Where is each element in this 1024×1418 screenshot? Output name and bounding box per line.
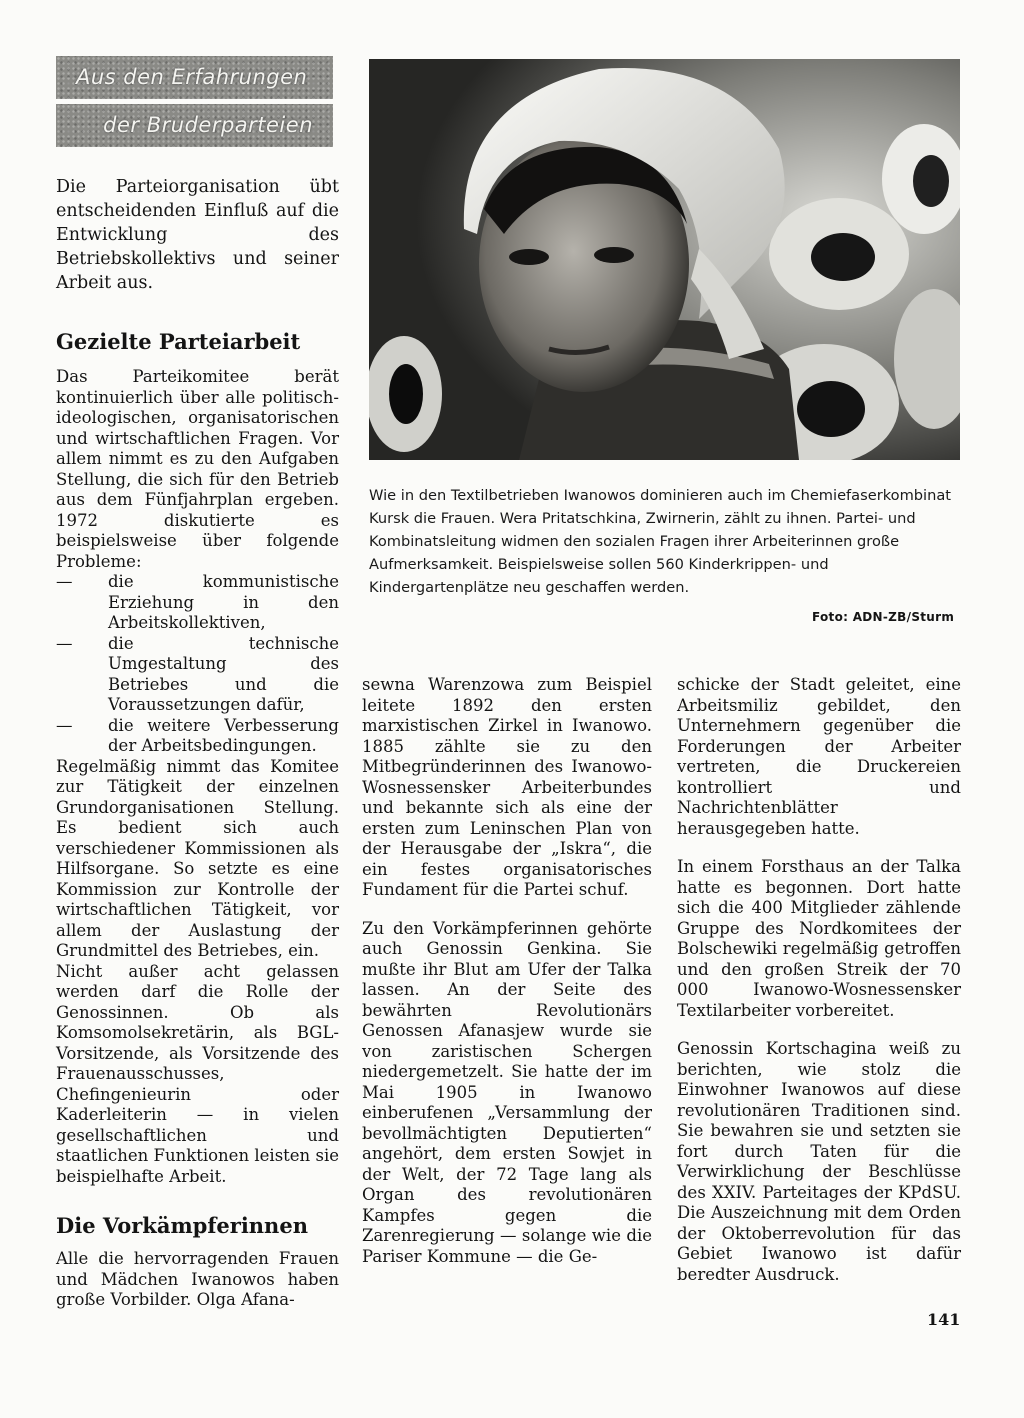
list-item xyxy=(56,716,339,757)
list-item xyxy=(56,634,339,716)
dash-bullet: — xyxy=(56,633,73,653)
list-item-text: die weitere Verbesserung der Arbeitsbedingungen. xyxy=(108,715,339,755)
paragraph-vorbilder: Alle die hervorragenden Frauen und Mädchen Iwanowos haben große Vorbilder. Olga Afana- xyxy=(56,1249,339,1309)
paragraph-parteikomitee: Das Parteikomitee berät kontinuierlich über alle politisch-ideologischen, organisatorischen und wirtschaftlichen Fragen. Vor allem nimmt es zu den Aufgaben Stellung, die sich für den Betrieb aus dem Fünfjahrplan ergeben. 1972 diskutierte es beispielsweise über folgende Probleme: xyxy=(56,367,339,571)
lead-paragraph: Die Parteiorganisation übt entscheidenden Einfluß auf die Entwicklung des Betriebskollektivs und seiner Arbeit aus. xyxy=(56,177,339,293)
list-item-text: die technische Umgestaltung des Betriebes und die Voraussetzungen dafür, xyxy=(108,633,339,714)
section-banner-line-2: der Bruderparteien xyxy=(56,104,333,147)
paragraph-warenzowa: sewna Warenzowa zum Beispiel leitete 1892 den ersten marxistischen Zirkel in Iwanowo. 1885 zählte sie zu den Mitbegründerinnen des Iwanowo-Wosnessensker Arbeiterbundes und bekannte sich als eine der ersten zum Leninschen Plan von der Herausgabe der „Iskra“, die ein festes organisatorisches Fundament für die Partei schuf. xyxy=(362,675,652,899)
dash-bullet: — xyxy=(56,715,73,735)
heading-gezielte-parteiarbeit: Gezielte Parteiarbeit xyxy=(56,329,301,354)
section-banner-line-1: Aus den Erfahrungen xyxy=(56,56,333,99)
right-column xyxy=(677,675,961,1303)
paragraph-forsthaus: In einem Forsthaus an der Talka hatte es begonnen. Dort hatte sich die 400 Mitglieder zählende Gruppe des Nordkomitees der Bolschewiki regelmäßig getroffen und den großen Streik der 70 000 Iwanowo-Wosnessensker Textilarbeiter vorbereitet. xyxy=(677,857,961,1020)
dash-bullet: — xyxy=(56,572,73,591)
photo-textile-worker xyxy=(369,59,960,460)
paragraph-geschicke: schicke der Stadt geleitet, eine Arbeitsmiliz gebildet, den Unternehmern gegenüber die Forderungen der Arbeiter vertreten, die Druckereien kontrolliert und Nachrichtenblätter herausgegeben hatte. xyxy=(677,675,961,838)
page-number: 141 xyxy=(927,1310,961,1329)
list-item xyxy=(56,572,339,634)
heading-die-vorkaempferinnen: Die Vorkämpferinnen xyxy=(56,1213,308,1238)
paragraph-genkina: Zu den Vorkämpferinnen gehörte auch Genossin Genkina. Sie mußte ihr Blut am Ufer der Talka lassen. An der Seite des bewährten Revolutionärs Genossen Afanasjew wurde sie von zaristischen Schergen niedergemetzelt. Sie hatte der im Mai 1905 in Iwanowo einberufenen „Versammlung der bevollmächtigten Deputierten“ angehört, dem ersten Sowjet in der Welt, der 72 Tage lang als Organ des revolutionären Kampfes gegen die Zarenregierung — solange wie die Pariser Kommune — die Ge- xyxy=(362,918,652,1266)
photo-caption: Wie in den Textilbetrieben Iwanowos dominieren auch im Chemiefaserkombinat Kursk die Frauen. Wera Pritatschkina, Zwirnerin, zählt zu ihnen. Partei- und Kombinatsleitung widmen den sozialen Fragen ihrer Arbeiterinnen große Aufmerksamkeit. Beispielsweise sollen 560 Kinderkrippen- und Kindergartenplätze neu geschaffen werden. xyxy=(369,487,952,596)
middle-column xyxy=(362,675,652,1285)
portrait-photo-illustration xyxy=(369,59,960,460)
problem-list xyxy=(56,572,339,757)
paragraph-kortschagina: Genossin Kortschagina weiß zu berichten, wie stolz die Einwohner Iwanowos auf diese revolutionären Traditionen sind. Sie bewahren sie und setzten sie fort durch Taten für die Verwirklichung der Beschlüsse des XXIV. Parteitages der KPdSU. Die Auszeichnung mit dem Orden der Oktoberrevolution für das Gebiet Iwanowo ist dafür beredter Ausdruck. xyxy=(677,1039,961,1284)
paragraph-regelmaessig: Regelmäßig nimmt das Komitee zur Tätigkeit der einzelnen Grundorganisationen Stellung. Es bedient sich auch verschiedener Kommissionen als Hilfsorgane. So setzte es eine Kommission zur Kontrolle der wirtschaftlichen Tätigkeit, vor allem der Auslastung der Grundmittel des Betriebes, ein. xyxy=(56,756,339,960)
left-column xyxy=(56,56,339,1311)
paragraph-genossinnen: Nicht außer acht gelassen werden darf die Rolle der Genossinnen. Ob als Komsomolsekretärin, als BGL-Vorsitzende, als Vorsitzende des Frauenausschusses, Chefingenieurin oder Kaderleiterin — in vielen gesellschaftlichen und staatlichen Funktionen leisten sie beispielhafte Arbeit. xyxy=(56,961,339,1186)
photo-credit: Foto: ADN-ZB/Sturm xyxy=(812,610,955,624)
list-item-text: die kommunistische Erziehung in den Arbeitskollektiven, xyxy=(108,572,339,632)
